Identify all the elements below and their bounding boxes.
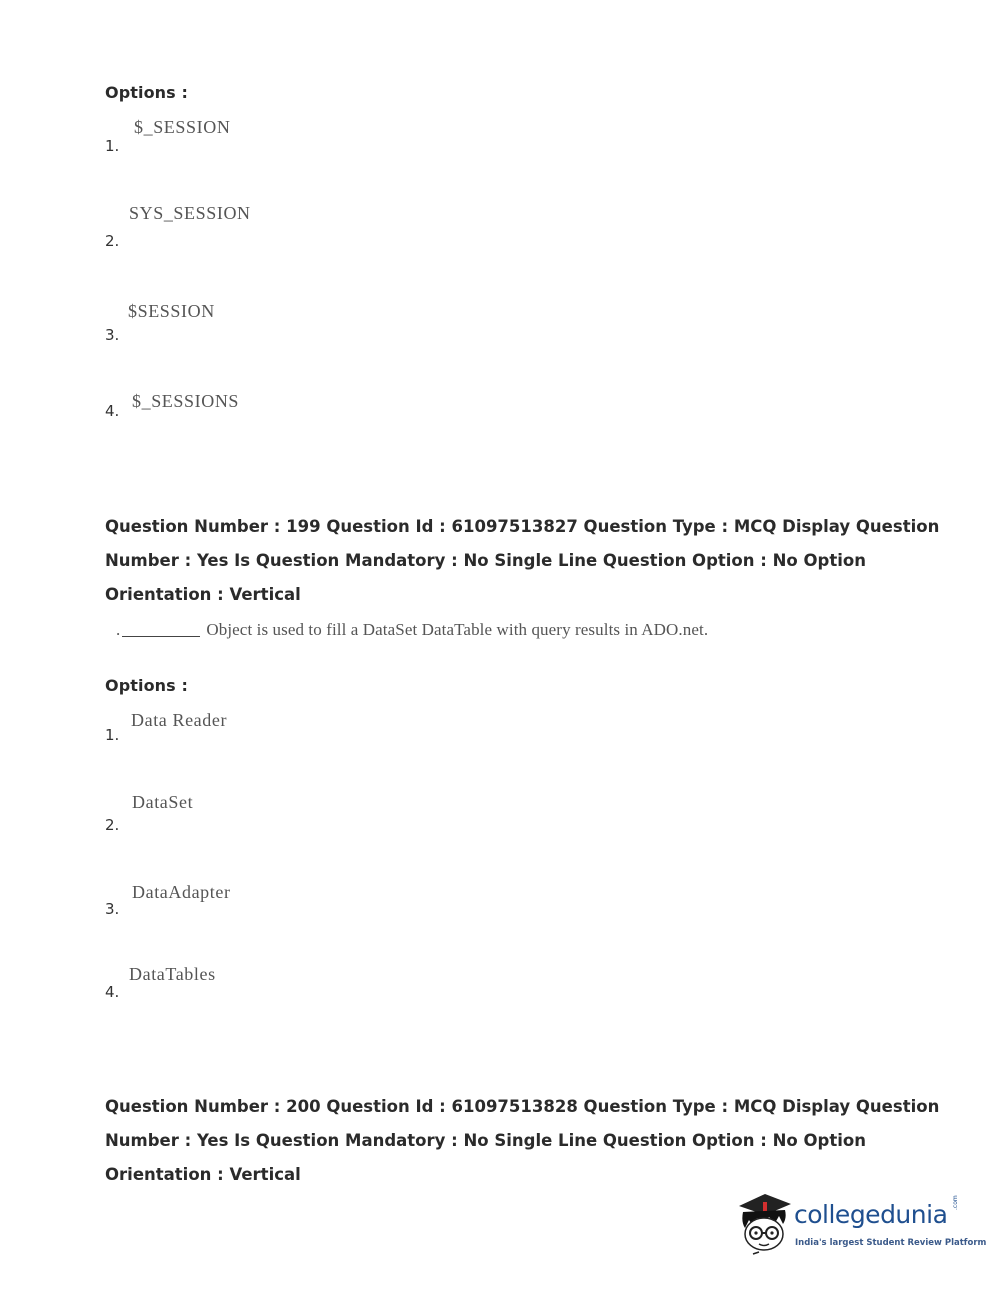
option-number-2: 2.: [105, 232, 120, 250]
option-text-1: $_SESSION: [134, 117, 231, 137]
option-text-2: DataSet: [132, 792, 194, 812]
question-meta-line: Orientation : Vertical: [105, 1165, 301, 1184]
option-text-2: SYS_SESSION: [129, 203, 251, 223]
mascot-icon: [735, 1188, 793, 1258]
option-number-1: 1.: [105, 726, 120, 744]
option-text-1: Data Reader: [131, 710, 228, 730]
fill-in-blank: [122, 636, 200, 637]
logo-tagline: India's largest Student Review Platform: [795, 1238, 987, 1248]
logo-wordmark: collegedunia: [794, 1200, 948, 1229]
question-meta-line: Number : Yes Is Question Mandatory : No Single Line Question Option : No Option: [105, 1131, 866, 1150]
question-body: Object is used to fill a DataSet DataTable with query results in ADO.net.: [206, 620, 709, 639]
option-number-3: 3.: [105, 900, 120, 918]
options-heading: Options :: [105, 676, 188, 695]
logo-suffix: .com: [952, 1195, 959, 1210]
question-text: [116, 620, 708, 640]
option-text-4: $_SESSIONS: [132, 391, 240, 411]
option-number-2: 2.: [105, 816, 120, 834]
option-text-3: $SESSION: [128, 301, 215, 321]
option-number-4: 4.: [105, 983, 120, 1001]
options-heading: Options :: [105, 83, 188, 102]
option-text-4: DataTables: [129, 964, 216, 984]
option-number-3: 3.: [105, 326, 120, 344]
option-number-4: 4.: [105, 402, 120, 420]
question-meta-line: Orientation : Vertical: [105, 585, 301, 604]
question-meta-line: Question Number : 199 Question Id : 61097513827 Question Type : MCQ Display Question: [105, 517, 940, 536]
question-meta-line: Question Number : 200 Question Id : 61097513828 Question Type : MCQ Display Question: [105, 1097, 940, 1116]
option-text-3: DataAdapter: [132, 882, 231, 902]
collegedunia-logo: [735, 1188, 987, 1258]
question-meta-line: Number : Yes Is Question Mandatory : No Single Line Question Option : No Option: [105, 551, 866, 570]
option-number-1: 1.: [105, 137, 120, 155]
question-prefix: .: [116, 620, 121, 639]
